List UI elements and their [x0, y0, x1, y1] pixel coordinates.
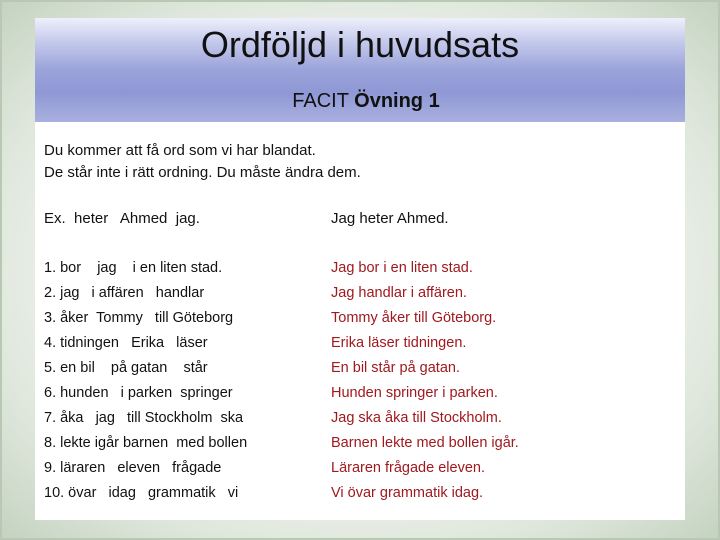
example-question: Ex. heter Ahmed jag. [44, 210, 200, 227]
exercise-question: 5. en bil på gatan står [44, 360, 208, 376]
exercise-answer: En bil står på gatan. [331, 360, 460, 376]
exercise-question: 7. åka jag till Stockholm ska [44, 410, 244, 426]
exercise-question: 8. lekte igår barnen med bollen [44, 435, 248, 451]
exercise-row [44, 308, 674, 333]
exercise-question: 4. tidningen Erika läser [44, 335, 208, 351]
exercise-answer: Erika läser tidningen. [331, 335, 467, 351]
exercise-question: 6. hunden i parken springer [44, 385, 233, 401]
exercise-row [44, 283, 674, 308]
exercise-question: 3. åker Tommy till Göteborg [44, 310, 234, 326]
exercise-answer: Jag bor i en liten stad. [331, 260, 473, 276]
exercise-question: 10. övar idag grammatik vi [44, 485, 239, 501]
exercise-row [44, 458, 674, 483]
subtitle-prefix: FACIT [292, 90, 355, 112]
exercise-answer: Tommy åker till Göteborg. [331, 310, 497, 326]
exercise-list [44, 258, 674, 508]
exercise-answer: Hunden springer i parken. [331, 385, 498, 401]
example-row [44, 208, 674, 230]
exercise-answer: Jag ska åka till Stockholm. [331, 410, 502, 426]
title-band [35, 18, 685, 122]
example-answer: Jag heter Ahmed. [331, 210, 449, 227]
exercise-answer: Läraren frågade eleven. [331, 460, 485, 476]
exercise-answer: Jag handlar i affären. [331, 285, 467, 301]
subtitle-bold: Övning 1 [354, 90, 440, 112]
intro-text [44, 140, 361, 184]
exercise-question: 1. bor jag i en liten stad. [44, 260, 223, 276]
slide-title: Ordföljd i huvudsats [200, 24, 520, 65]
exercise-answer: Vi övar grammatik idag. [331, 485, 484, 501]
exercise-row [44, 408, 674, 433]
exercise-row [44, 258, 674, 283]
exercise-question: 9. läraren eleven frågade [44, 460, 222, 476]
intro-line-2: De står inte i rätt ordning. Du måste ändra dem. [44, 164, 361, 181]
exercise-row [44, 483, 674, 508]
intro-line-1: Du kommer att få ord som vi har blandat. [44, 142, 316, 159]
slide-subtitle [35, 88, 685, 114]
exercise-answer: Barnen lekte med bollen igår. [331, 435, 519, 451]
content-panel [35, 122, 685, 520]
exercise-row [44, 333, 674, 358]
exercise-row [44, 358, 674, 383]
exercise-row [44, 383, 674, 408]
exercise-row [44, 433, 674, 458]
exercise-question: 2. jag i affären handlar [44, 285, 205, 301]
